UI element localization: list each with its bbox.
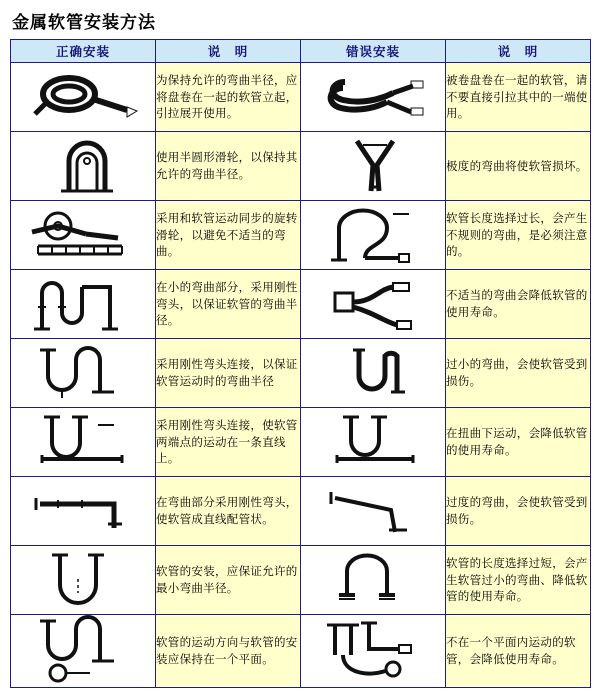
row-description: 采用刚性弯头连接，以保证软管运动时的弯曲半径 <box>156 339 301 408</box>
header-description-correct: 说 明 <box>156 40 301 63</box>
row-description: 软管的运动方向与软管的安装应保持在一个平面。 <box>156 615 301 688</box>
row-description: 不在一个平面内运动的软管，会降低使用寿命。 <box>446 615 591 688</box>
row-description: 过度的弯曲，会使软管受到损伤。 <box>446 477 591 546</box>
same-plane-motion-icon <box>11 615 156 688</box>
row-description: 使用半圆形滑轮，以保持其允许的弯曲半径。 <box>156 132 301 201</box>
header-description-wrong: 说 明 <box>446 40 591 63</box>
rigid-elbow-u-bend-icon <box>11 339 156 408</box>
minimum-bend-radius-icon <box>11 546 156 615</box>
row-description: 采用刚性弯头连接，使软管两端点的运动在一条直线上。 <box>156 408 301 477</box>
table-row <box>11 477 591 546</box>
table-row <box>11 408 591 477</box>
table-row <box>11 339 591 408</box>
table-row <box>11 270 591 339</box>
too-small-bend-icon <box>301 339 446 408</box>
rigid-elbow-small-bend-icon <box>11 270 156 339</box>
out-of-plane-motion-icon <box>301 615 446 688</box>
half-round-pulley-icon <box>11 132 156 201</box>
row-description: 在扭曲下运动，会降低软管的使用寿命。 <box>446 408 591 477</box>
row-description: 采用和软管运动同步的旋转滑轮，以避免不适当的弯曲。 <box>156 201 301 270</box>
sharp-bend-hose-icon <box>301 132 446 201</box>
table-row <box>11 546 591 615</box>
table-row <box>11 615 591 688</box>
straight-line-motion-icon <box>11 408 156 477</box>
row-description: 软管的长度选择过短，会产生软管过小的弯曲、降低软管的使用寿命。 <box>446 546 591 615</box>
table-row <box>11 132 591 201</box>
over-bend-pipe-icon <box>301 477 446 546</box>
rotating-pulley-chain-icon <box>11 201 156 270</box>
row-description: 在小的弯曲部分，采用刚性弯头，以保证软管的弯曲半径。 <box>156 270 301 339</box>
row-description: 过小的弯曲，会使软管受到损伤。 <box>446 339 591 408</box>
coiled-hose-pulled-icon <box>301 63 446 132</box>
short-length-bend-icon <box>301 546 446 615</box>
table-header-row <box>11 40 591 63</box>
twisted-motion-icon <box>301 408 446 477</box>
header-correct-install: 正确安装 <box>11 40 156 63</box>
row-description: 极度的弯曲将使软管损坏。 <box>446 132 591 201</box>
row-description: 为保持允许的弯曲半径，应将盘卷在一起的软管立起，引拉展开使用。 <box>156 63 301 132</box>
long-hose-loop-icon <box>301 201 446 270</box>
hose-installation-table <box>10 39 591 688</box>
straight-pipe-elbow-icon <box>11 477 156 546</box>
table-row <box>11 201 591 270</box>
table-row <box>11 63 591 132</box>
page-title: 金属软管安装方法 <box>12 13 156 33</box>
row-description: 在弯曲部分采用刚性弯头，使软管成直线配管状。 <box>156 477 301 546</box>
row-description: 软管的安装，应保证允许的最小弯曲半径。 <box>156 546 301 615</box>
coiled-hose-flat-icon <box>11 63 156 132</box>
improper-bend-fitting-icon <box>301 270 446 339</box>
row-description: 被卷盘卷在一起的软管，请不要直接引拉其中的一端使用。 <box>446 63 591 132</box>
row-description: 不适当的弯曲会降低软管的使用寿命。 <box>446 270 591 339</box>
row-description: 软管长度选择过长，会产生不规则的弯曲，是必须注意的。 <box>446 201 591 270</box>
header-wrong-install: 错误安装 <box>301 40 446 63</box>
